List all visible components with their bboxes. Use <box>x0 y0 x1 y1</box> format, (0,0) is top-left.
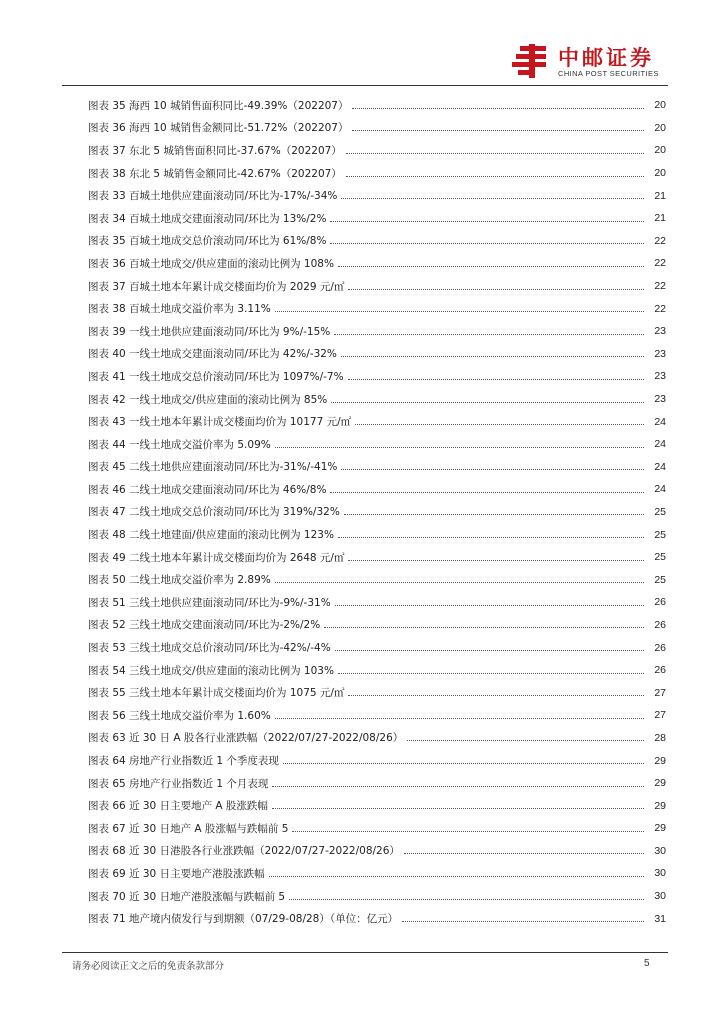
toc-entry-label[interactable]: 图表 56 三线土地成交溢价率为 1.60% <box>88 709 271 722</box>
toc-dot-leader <box>338 537 644 538</box>
toc-entry[interactable] <box>88 907 666 930</box>
toc-dot-leader <box>341 198 644 199</box>
toc-entry-label[interactable]: 图表 70 近 30 日地产港股涨幅与跌幅前 5 <box>88 890 286 903</box>
toc-entry[interactable] <box>88 275 666 298</box>
toc-entry-page[interactable]: 23 <box>654 370 666 383</box>
toc-dot-leader <box>355 424 644 425</box>
toc-entry[interactable] <box>88 207 666 230</box>
toc-entry-page[interactable]: 25 <box>654 551 666 564</box>
toc-entry-page[interactable]: 29 <box>654 822 666 835</box>
toc-entry[interactable] <box>88 636 666 659</box>
toc-entry-label[interactable]: 图表 41 一线土地成交总价滚动同/环比为 1097%/-7% <box>88 370 344 383</box>
toc-dot-leader <box>330 492 644 493</box>
toc-dot-leader <box>348 695 644 696</box>
toc-entry[interactable] <box>88 772 666 795</box>
toc-entry[interactable] <box>88 139 666 162</box>
toc-entry-page[interactable]: 22 <box>654 302 666 315</box>
toc-dot-leader <box>269 876 644 877</box>
toc-entry[interactable] <box>88 817 666 840</box>
toc-entry-label[interactable]: 图表 37 百城土地本年累计成交楼面均价为 2029 元/㎡ <box>88 280 345 293</box>
toc-entry[interactable] <box>88 320 666 343</box>
toc-entry-page[interactable]: 29 <box>654 799 666 812</box>
toc-entry-label[interactable]: 图表 45 二线土地供应建面滚动同/环比为-31%/-41% <box>88 461 338 474</box>
toc-entry-page[interactable]: 24 <box>654 460 666 473</box>
toc-entry[interactable] <box>88 659 666 682</box>
toc-dot-leader <box>330 243 644 244</box>
toc-entry[interactable] <box>88 704 666 727</box>
toc-entry-label[interactable]: 图表 34 百城土地成交建面滚动同/环比为 13%/2% <box>88 212 327 225</box>
toc-dot-leader <box>272 808 644 809</box>
toc-dot-leader <box>348 289 644 290</box>
toc-entry-page[interactable]: 20 <box>654 144 666 157</box>
toc-entry-label[interactable]: 图表 52 三线土地成交建面滚动同/环比为-2%/2% <box>88 619 321 632</box>
toc-entry-label[interactable]: 图表 53 三线土地成交总价滚动同/环比为-42%/-4% <box>88 642 331 655</box>
toc-dot-leader <box>335 605 644 606</box>
toc-entry[interactable] <box>88 794 666 817</box>
toc-entry-page[interactable]: 27 <box>654 709 666 722</box>
toc-entry-page[interactable]: 27 <box>654 686 666 699</box>
toc-entry-page[interactable]: 24 <box>654 483 666 496</box>
toc-dot-leader <box>341 469 644 470</box>
toc-dot-leader <box>275 718 644 719</box>
toc-entry-label[interactable]: 图表 43 一线土地本年累计成交楼面均价为 10177 元/㎡ <box>88 416 352 429</box>
footer-divider <box>62 952 668 953</box>
toc-entry-label[interactable]: 图表 48 二线土地建面/供应建面的滚动比例为 123% <box>88 529 334 542</box>
toc-entry[interactable] <box>88 184 666 207</box>
toc-entry[interactable] <box>88 94 666 117</box>
toc-entry-page[interactable]: 20 <box>654 121 666 134</box>
toc-dot-leader <box>331 402 644 403</box>
toc-entry-page[interactable]: 21 <box>654 189 666 202</box>
toc-entry-page[interactable]: 26 <box>654 618 666 631</box>
toc-entry-label[interactable]: 图表 38 百城土地成交溢价率为 3.11% <box>88 303 271 316</box>
toc-entry[interactable] <box>88 501 666 524</box>
toc-entry-label[interactable]: 图表 36 百城土地成交/供应建面的滚动比例为 108% <box>88 257 334 270</box>
toc-entry[interactable] <box>88 252 666 275</box>
toc-dot-leader <box>338 266 644 267</box>
toc-dot-leader <box>330 221 644 222</box>
toc-entry[interactable] <box>88 681 666 704</box>
toc-dot-leader <box>324 627 644 628</box>
toc-entry-page[interactable]: 30 <box>654 867 666 880</box>
footer-disclaimer: 请务必阅读正文之后的免责条款部分 <box>72 961 225 972</box>
toc-dot-leader <box>289 899 644 900</box>
toc-entry[interactable] <box>88 591 666 614</box>
toc-entry[interactable] <box>88 727 666 750</box>
logo-chinese-name: 中邮证券 <box>558 46 654 70</box>
toc-entry-page[interactable]: 31 <box>654 912 666 925</box>
toc-entry-page[interactable]: 22 <box>654 280 666 293</box>
toc-entry[interactable] <box>88 230 666 253</box>
toc-entry-label[interactable]: 图表 44 一线土地成交溢价率为 5.09% <box>88 438 271 451</box>
toc-entry-page[interactable]: 20 <box>654 99 666 112</box>
toc-entry[interactable] <box>88 117 666 140</box>
toc-entry-label[interactable]: 图表 51 三线土地供应建面滚动同/环比为-9%/-31% <box>88 596 331 609</box>
toc-dot-leader <box>292 831 644 832</box>
toc-dot-leader <box>346 153 644 154</box>
logo-english-name: CHINA POST SECURITIES <box>558 69 659 78</box>
toc-entry-page[interactable]: 24 <box>654 415 666 428</box>
toc-entry-page[interactable]: 29 <box>654 754 666 767</box>
toc-entry-label[interactable]: 图表 50 二线土地成交溢价率为 2.89% <box>88 574 271 587</box>
toc-dot-leader <box>338 673 644 674</box>
toc-entry[interactable] <box>88 433 666 456</box>
toc-dot-leader <box>275 311 644 312</box>
toc-entry-label[interactable]: 图表 67 近 30 日地产 A 股涨幅与跌幅前 5 <box>88 822 289 835</box>
toc-entry-label[interactable]: 图表 38 东北 5 城销售金额同比-42.67%（202207） <box>88 167 342 180</box>
toc-entry[interactable] <box>88 410 666 433</box>
toc-entry[interactable] <box>88 885 666 908</box>
toc-entry-label[interactable]: 图表 36 海西 10 城销售金额同比-51.72%（202207） <box>88 122 349 135</box>
toc-entry-label[interactable]: 图表 64 房地产行业指数近 1 个季度表现 <box>88 755 279 768</box>
toc-dot-leader <box>272 786 644 787</box>
toc-entry-label[interactable]: 图表 35 海西 10 城销售面积同比-49.39%（202207） <box>88 99 349 112</box>
toc-entry-page[interactable]: 25 <box>654 528 666 541</box>
toc-entry-page[interactable]: 26 <box>654 664 666 677</box>
toc-entry-label[interactable]: 图表 66 近 30 日主要地产 A 股涨跌幅 <box>88 800 268 813</box>
toc-dot-leader <box>404 853 644 854</box>
china-post-logo-icon <box>512 42 552 80</box>
page-number: 5 <box>644 958 650 969</box>
toc-entry[interactable] <box>88 456 666 479</box>
toc-dot-leader <box>407 740 644 741</box>
toc-entry-page[interactable]: 29 <box>654 777 666 790</box>
toc-entry-page[interactable]: 22 <box>654 257 666 270</box>
toc-entry[interactable] <box>88 388 666 411</box>
header-divider <box>62 85 668 86</box>
toc-dot-leader <box>348 379 644 380</box>
toc-entry-label[interactable]: 图表 69 近 30 日主要地产港股涨跌幅 <box>88 867 265 880</box>
toc-entry-page[interactable]: 25 <box>654 573 666 586</box>
toc-entry-page[interactable]: 23 <box>654 325 666 338</box>
toc-entry-label[interactable]: 图表 33 百城土地供应建面滚动同/环比为-17%/-34% <box>88 190 338 203</box>
toc-entry-label[interactable]: 图表 35 百城土地成交总价滚动同/环比为 61%/8% <box>88 235 327 248</box>
toc-dot-leader <box>335 650 644 651</box>
toc-entry-label[interactable]: 图表 42 一线土地成交/供应建面的滚动比例为 85% <box>88 393 328 406</box>
toc-entry[interactable] <box>88 343 666 366</box>
toc-entry-label[interactable]: 图表 49 二线土地本年累计成交楼面均价为 2648 元/㎡ <box>88 551 345 564</box>
toc-entry[interactable] <box>88 297 666 320</box>
toc-entry[interactable] <box>88 614 666 637</box>
toc-entry-label[interactable]: 图表 63 近 30 日 A 股各行业涨跌幅（2022/07/27-2022/08/26） <box>88 732 404 745</box>
company-logo <box>512 40 672 84</box>
toc-dot-leader <box>352 130 644 131</box>
toc-dot-leader <box>283 763 644 764</box>
toc-dot-leader <box>275 582 644 583</box>
toc-dot-leader <box>334 334 644 335</box>
toc-entry-label[interactable]: 图表 39 一线土地供应建面滚动同/环比为 9%/-15% <box>88 325 331 338</box>
toc-entry[interactable] <box>88 162 666 185</box>
toc-entry-label[interactable]: 图表 46 二线土地成交建面滚动同/环比为 46%/8% <box>88 483 327 496</box>
toc-entry-page[interactable]: 23 <box>654 393 666 406</box>
toc-dot-leader <box>341 356 644 357</box>
toc-entry-page[interactable]: 30 <box>654 890 666 903</box>
toc-dot-leader <box>344 514 644 515</box>
toc-entry[interactable] <box>88 568 666 591</box>
toc-entry-label[interactable]: 图表 54 三线土地成交/供应建面的滚动比例为 103% <box>88 664 334 677</box>
toc-dot-leader <box>348 560 644 561</box>
toc-dot-leader <box>402 921 644 922</box>
toc-entry-page[interactable]: 26 <box>654 641 666 654</box>
toc-entry-label[interactable]: 图表 47 二线土地成交总价滚动同/环比为 319%/32% <box>88 506 340 519</box>
toc-entry-page[interactable]: 21 <box>654 212 666 225</box>
toc-entry-page[interactable]: 20 <box>654 167 666 180</box>
toc-entry-page[interactable]: 24 <box>654 438 666 451</box>
toc-entry[interactable] <box>88 523 666 546</box>
toc-entry-page[interactable]: 25 <box>654 505 666 518</box>
toc-entry-label[interactable]: 图表 40 一线土地成交建面滚动同/环比为 42%/-32% <box>88 348 337 361</box>
toc-entry[interactable] <box>88 840 666 863</box>
toc-entry[interactable] <box>88 478 666 501</box>
toc-entry-page[interactable]: 23 <box>654 347 666 360</box>
toc-entry[interactable] <box>88 749 666 772</box>
toc-entry-page[interactable]: 26 <box>654 596 666 609</box>
toc-entry-page[interactable]: 28 <box>654 731 666 744</box>
table-of-figures <box>88 94 666 930</box>
toc-entry-label[interactable]: 图表 68 近 30 日港股各行业涨跌幅（2022/07/27-2022/08/26） <box>88 845 400 858</box>
toc-entry-label[interactable]: 图表 71 地产境内债发行与到期额（07/29-08/28）（单位：亿元） <box>88 913 399 926</box>
toc-dot-leader <box>346 176 644 177</box>
toc-entry-label[interactable]: 图表 65 房地产行业指数近 1 个月表现 <box>88 777 269 790</box>
toc-entry[interactable] <box>88 862 666 885</box>
toc-dot-leader <box>275 447 644 448</box>
toc-entry[interactable] <box>88 546 666 569</box>
toc-entry-page[interactable]: 22 <box>654 234 666 247</box>
toc-entry[interactable] <box>88 365 666 388</box>
toc-entry-label[interactable]: 图表 37 东北 5 城销售面积同比-37.67%（202207） <box>88 144 342 157</box>
toc-entry-label[interactable]: 图表 55 三线土地本年累计成交楼面均价为 1075 元/㎡ <box>88 687 345 700</box>
toc-dot-leader <box>352 108 644 109</box>
toc-entry-page[interactable]: 30 <box>654 844 666 857</box>
